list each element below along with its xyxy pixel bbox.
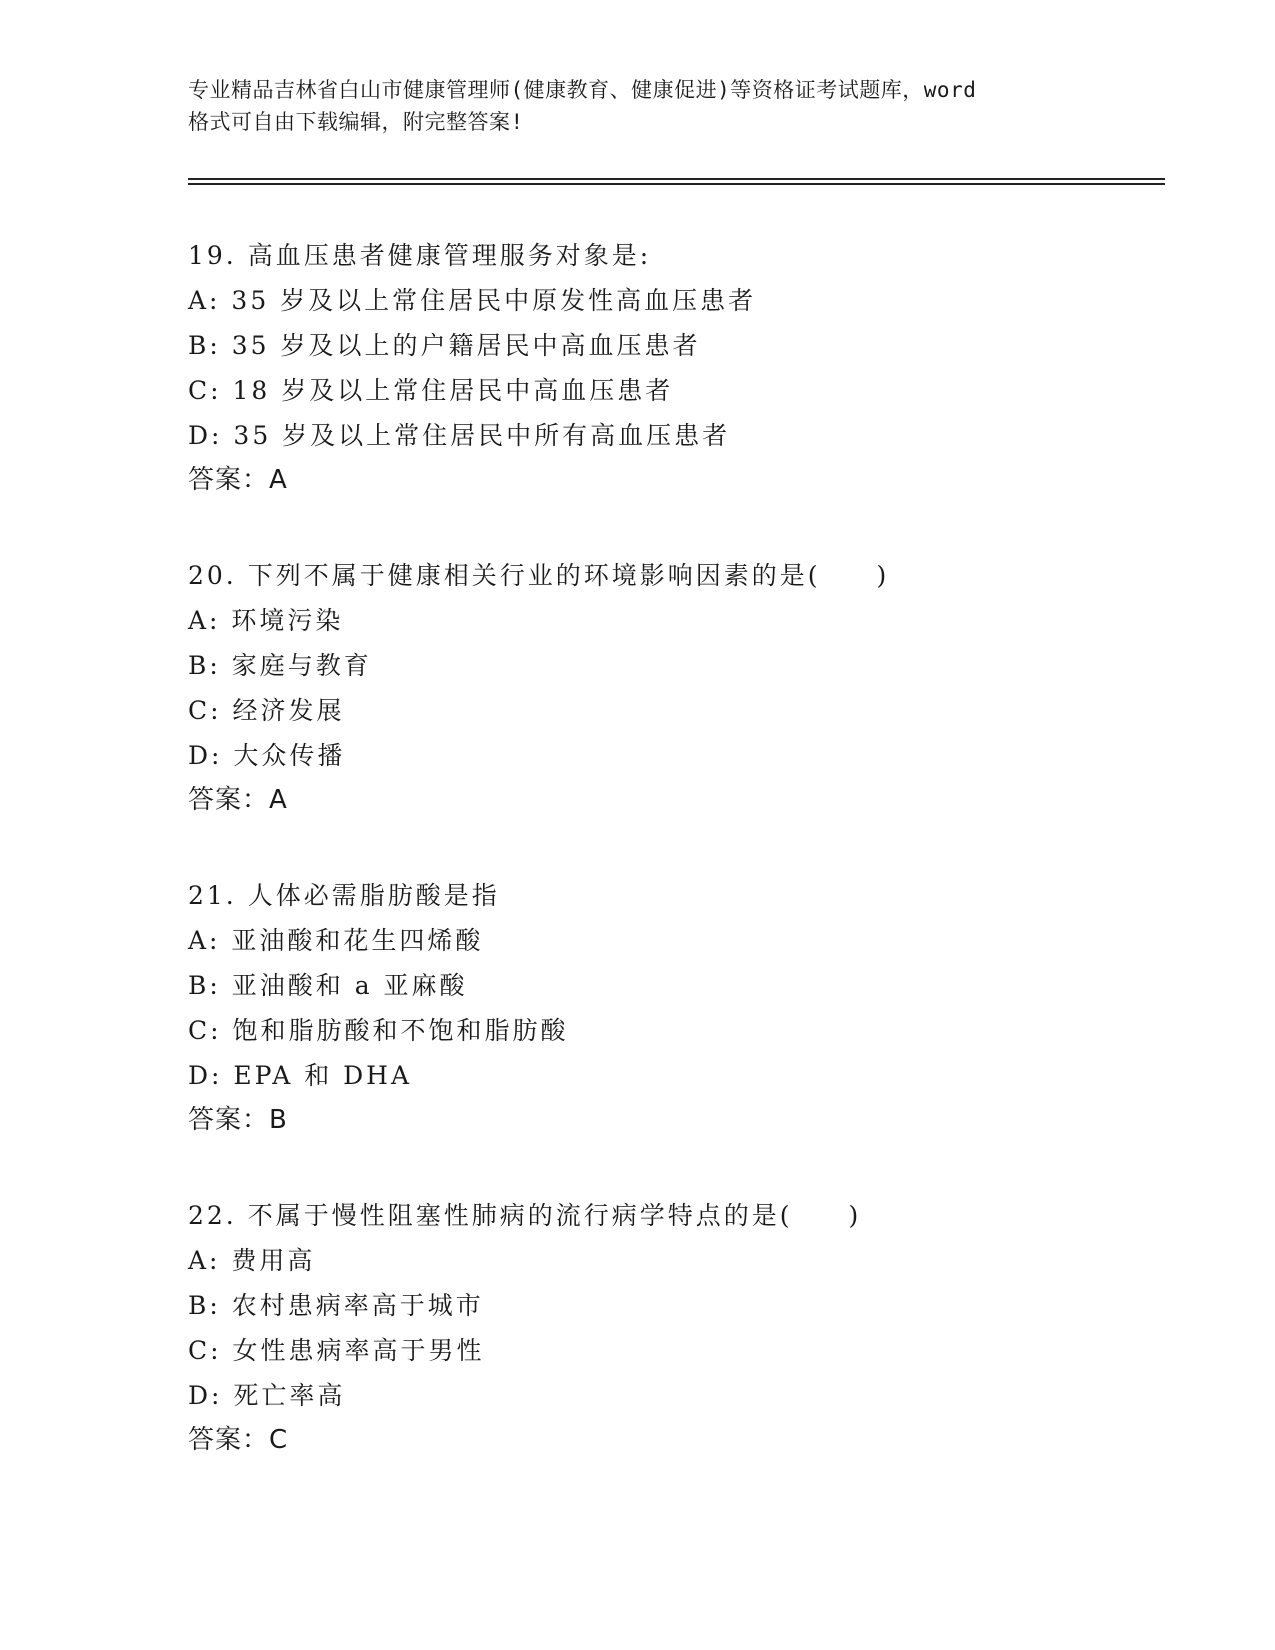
document-header: [188, 74, 1088, 138]
answer: 答案：A: [188, 465, 288, 495]
question-20: [188, 553, 1148, 823]
option-c: C: 经济发展: [188, 696, 345, 725]
header-line-1: 专业精品吉林省白山市健康管理师(健康教育、健康促进)等资格证考试题库，word: [188, 78, 977, 102]
option-b: B: 35 岁及以上的户籍居民中高血压患者: [188, 331, 701, 360]
header-divider-bottom: [188, 183, 1165, 185]
question-19: [188, 233, 1148, 503]
option-a: A: 费用高: [188, 1246, 316, 1275]
option-c: C: 女性患病率高于男性: [188, 1336, 485, 1365]
question-stem: 22. 不属于慢性阻塞性肺病的流行病学特点的是( ): [188, 1201, 862, 1230]
answer: 答案：A: [188, 785, 288, 815]
question-stem: 21. 人体必需脂肪酸是指: [188, 881, 500, 910]
option-c: C: 18 岁及以上常住居民中高血压患者: [188, 376, 674, 405]
question-stem: 20. 下列不属于健康相关行业的环境影响因素的是( ): [188, 561, 890, 590]
option-d: D: 35 岁及以上常住居民中所有高血压患者: [188, 421, 731, 450]
option-d: D: EPA 和 DHA: [188, 1061, 413, 1090]
option-c: C: 饱和脂肪酸和不饱和脂肪酸: [188, 1016, 569, 1045]
option-b: B: 家庭与教育: [188, 651, 372, 680]
answer: 答案：C: [188, 1425, 289, 1455]
option-d: D: 大众传播: [188, 741, 346, 770]
option-b: B: 农村患病率高于城市: [188, 1291, 484, 1320]
header-divider-top: [188, 178, 1165, 180]
option-a: A: 亚油酸和花生四烯酸: [188, 926, 484, 955]
option-a: A: 环境污染: [188, 606, 344, 635]
question-stem: 19. 高血压患者健康管理服务对象是:: [188, 241, 652, 270]
question-21: [188, 873, 1148, 1143]
option-b: B: 亚油酸和 a 亚麻酸: [188, 971, 468, 1000]
header-line-2: 格式可自由下载编辑，附完整答案!: [188, 110, 524, 134]
question-22: [188, 1193, 1148, 1463]
answer: 答案：B: [188, 1105, 288, 1135]
option-a: A: 35 岁及以上常住居民中原发性高血压患者: [188, 286, 757, 315]
option-d: D: 死亡率高: [188, 1381, 346, 1410]
